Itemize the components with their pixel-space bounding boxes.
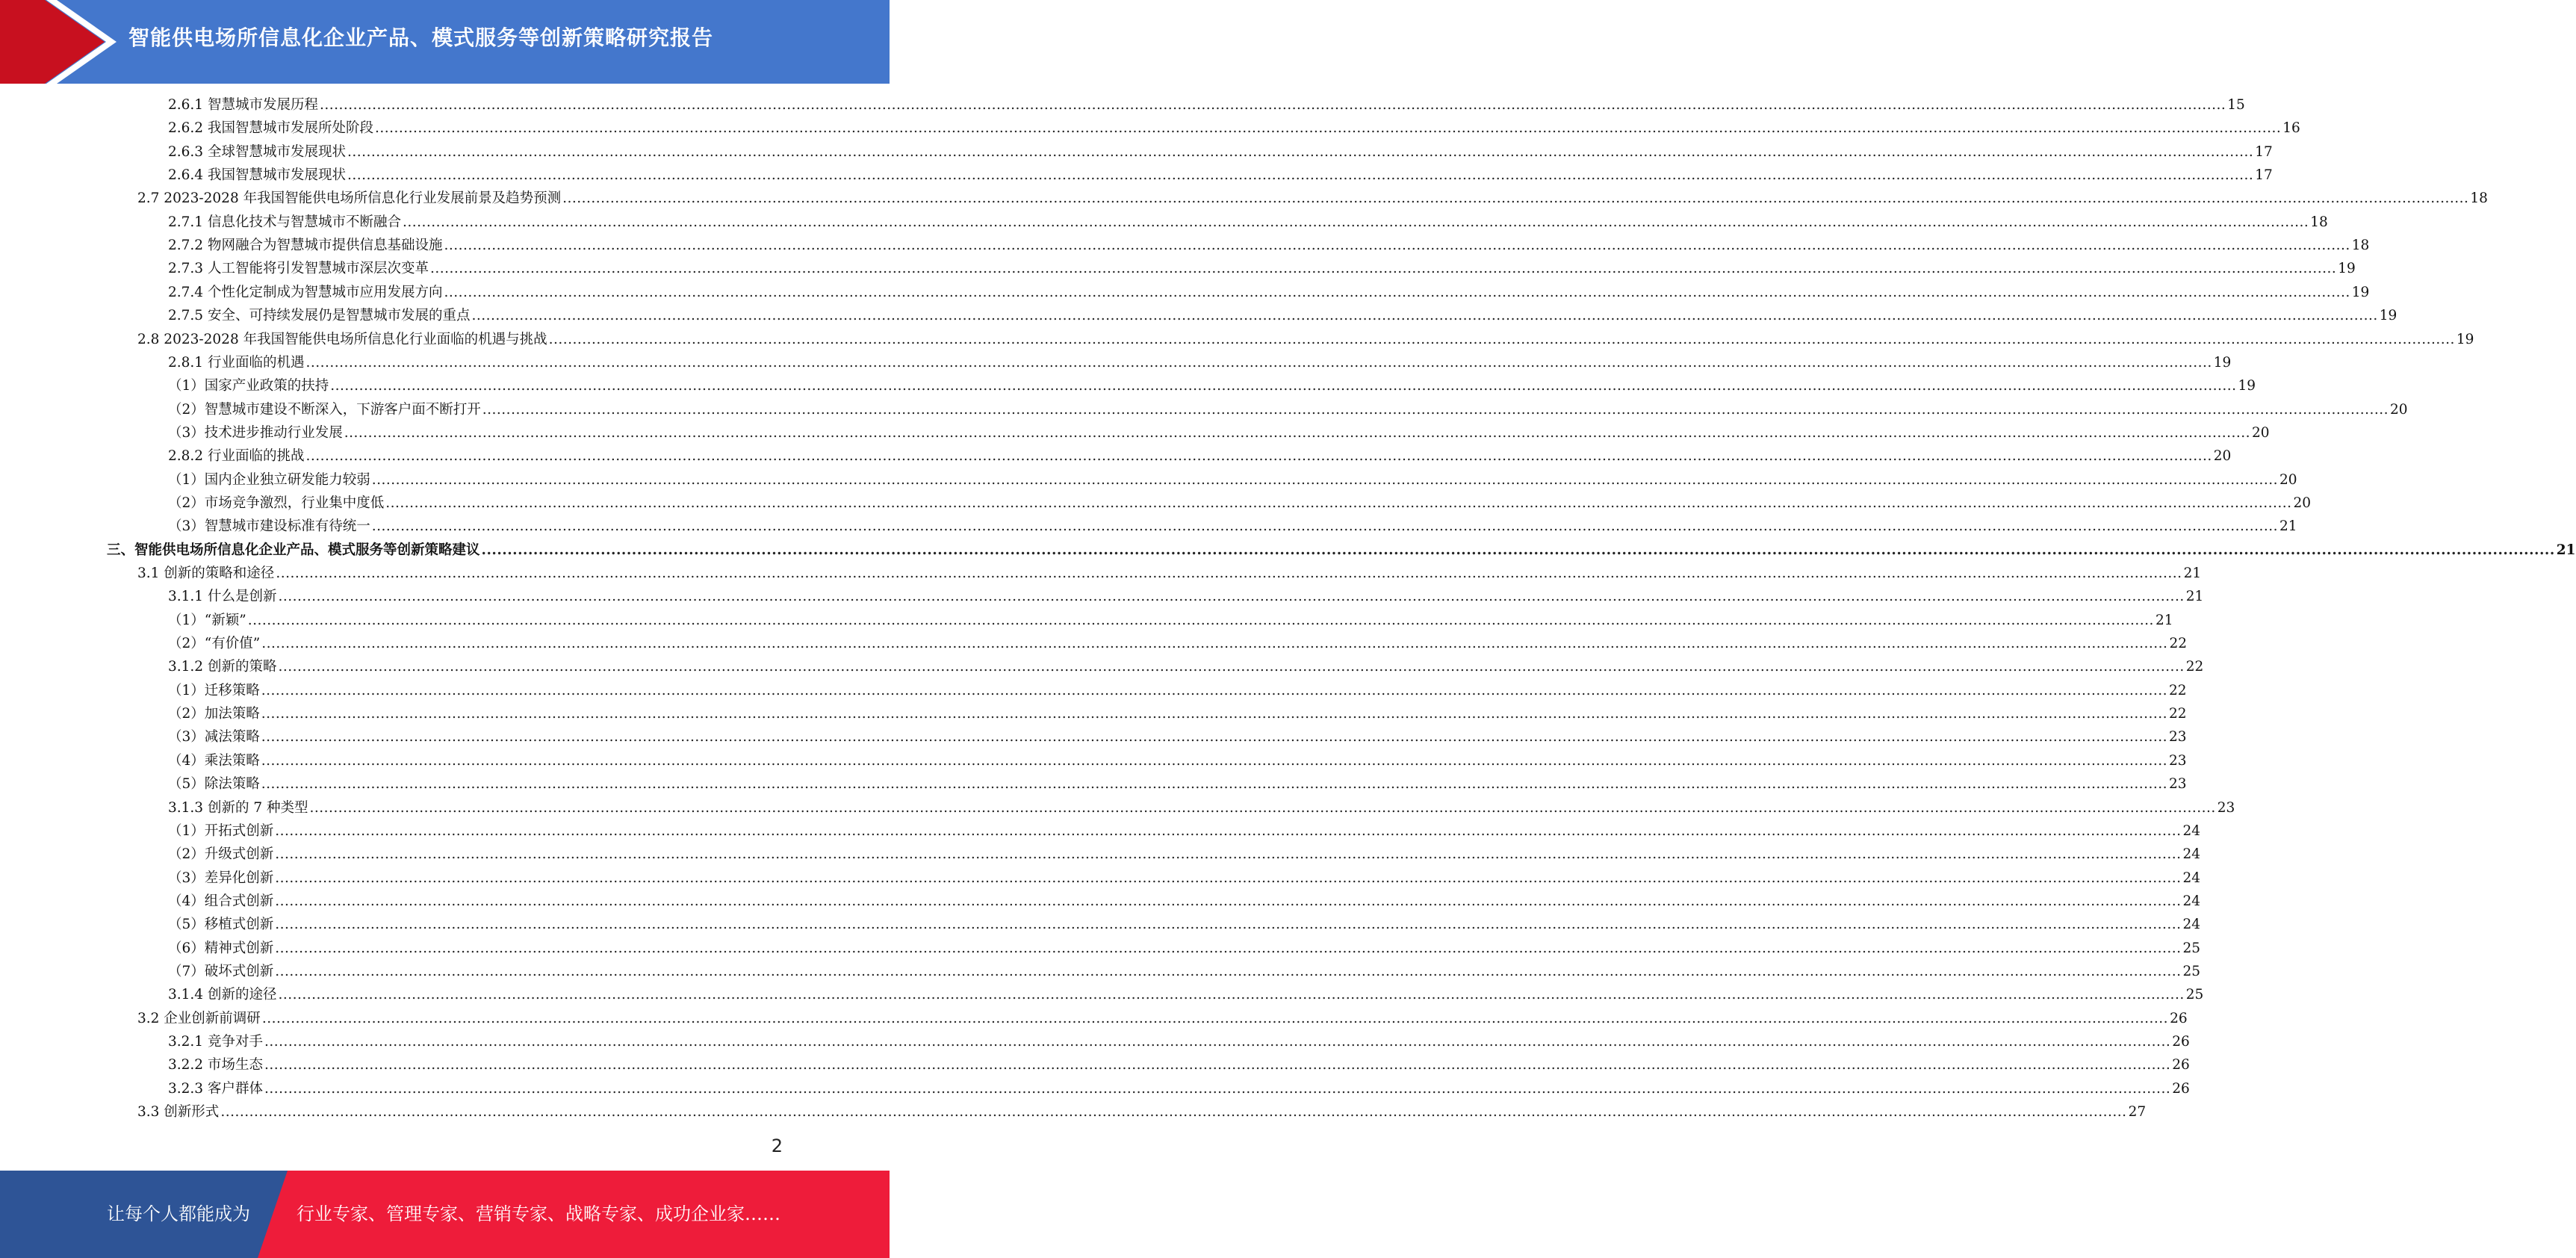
toc-entry[interactable] [137, 329, 2474, 352]
toc-dot-leader: ................................................................................................................................................................................................................................................................................................................................................................................................................ [264, 1034, 2171, 1050]
toc-dot-leader: ................................................................................................................................................................................................................................................................................................................................................................................................................ [371, 518, 2279, 535]
toc-entry-title: （7）破坏式创新 [168, 963, 274, 979]
toc-entry-title: （4）组合式创新 [168, 893, 274, 909]
toc-dot-leader: ................................................................................................................................................................................................................................................................................................................................................................................................................ [261, 682, 2168, 698]
toc-entry-title: （1）迁移策略 [168, 682, 260, 698]
toc-entry-title: （1）开拓式创新 [168, 822, 274, 839]
toc-entry[interactable] [168, 680, 2187, 703]
toc-entry-page: 18 [2310, 214, 2328, 230]
toc-dot-leader: ................................................................................................................................................................................................................................................................................................................................................................................................................ [548, 331, 2455, 347]
toc-entry-title: 2.6.3 全球智慧城市发展现状 [168, 143, 346, 160]
toc-dot-leader: ................................................................................................................................................................................................................................................................................................................................................................................................................ [385, 495, 2292, 511]
toc-entry[interactable] [168, 352, 2232, 375]
toc-entry-page: 20 [2213, 448, 2232, 465]
toc-entry-title: （2）市场竞争激烈，行业集中度低 [168, 495, 385, 511]
toc-entry-page: 25 [2185, 987, 2204, 1003]
toc-entry[interactable] [168, 703, 2187, 726]
toc-entry-page: 24 [2182, 893, 2201, 909]
toc-entry-title: （6）精神式创新 [168, 940, 274, 956]
toc-dot-leader: ................................................................................................................................................................................................................................................................................................................................................................................................................ [562, 190, 2469, 207]
toc-dot-leader: ................................................................................................................................................................................................................................................................................................................................................................................................................ [275, 846, 2182, 863]
toc-dot-leader: ................................................................................................................................................................................................................................................................................................................................................................................................................ [247, 612, 2154, 628]
toc-entry-page: 22 [2185, 659, 2204, 675]
toc-entry-title: 2.7.1 信息化技术与智慧城市不断融合 [168, 214, 401, 230]
toc-entry[interactable] [168, 890, 2201, 914]
toc-entry-page: 24 [2182, 822, 2201, 839]
toc-entry-title: （5）移植式创新 [168, 917, 274, 933]
toc-entry-title: （2）智慧城市建设不断深入，下游客户面不断打开 [168, 401, 481, 418]
toc-entry-page: 19 [2351, 284, 2370, 300]
toc-entry[interactable] [168, 305, 2397, 328]
toc-entry-title: （1）国家产业政策的扶持 [168, 378, 329, 394]
toc-entry-page: 20 [2293, 495, 2312, 511]
toc-entry-page: 19 [2238, 378, 2256, 394]
toc-dot-leader: ................................................................................................................................................................................................................................................................................................................................................................................................................ [276, 566, 2182, 581]
toc-entry-title: 3.2 企业创新前调研 [137, 1010, 261, 1026]
toc-dot-leader: ................................................................................................................................................................................................................................................................................................................................................................................................................ [278, 987, 2185, 1003]
toc-dot-leader: ................................................................................................................................................................................................................................................................................................................................................................................................................ [275, 893, 2182, 909]
toc-entry-page: 25 [2182, 940, 2201, 956]
toc-dot-leader: ................................................................................................................................................................................................................................................................................................................................................................................................................ [347, 143, 2254, 160]
toc-entry-title: （2）升级式创新 [168, 846, 274, 863]
toc-entry-page: 23 [2169, 752, 2187, 769]
toc-entry-title: 2.7.2 物网融合为智慧城市提供信息基础设施 [168, 238, 443, 254]
toc-entry[interactable] [168, 211, 2328, 235]
toc-entry[interactable] [168, 656, 2204, 679]
toc-entry[interactable] [168, 94, 2245, 117]
toc-entry-title: 3.2.1 竞争对手 [168, 1034, 263, 1050]
toc-dot-leader: ................................................................................................................................................................................................................................................................................................................................................................................................................ [347, 167, 2254, 184]
toc-entry-page: 20 [2279, 471, 2297, 488]
toc-entry[interactable] [168, 938, 2201, 961]
toc-dot-leader: ................................................................................................................................................................................................................................................................................................................................................................................................................ [305, 448, 2212, 465]
toc-entry-page: 16 [2282, 120, 2300, 137]
toc-dot-leader: ................................................................................................................................................................................................................................................................................................................................................................................................................ [444, 284, 2350, 300]
toc-entry[interactable] [168, 235, 2370, 258]
toc-entry-title: 三、智能供电场所信息化企业产品、模式服务等创新策略建议 [107, 542, 480, 558]
toc-entry-title: （1）国内企业独立研发能力较弱 [168, 471, 370, 488]
toc-entry-page: 17 [2255, 167, 2273, 184]
toc-entry-page: 19 [2379, 308, 2397, 324]
toc-entry-page: 19 [2456, 331, 2474, 347]
toc-entry[interactable] [168, 1078, 2190, 1101]
toc-entry-title: 2.7.4 个性化定制成为智慧城市应用发展方向 [168, 284, 443, 300]
toc-entry-page: 23 [2169, 776, 2187, 793]
toc-entry[interactable] [168, 914, 2201, 937]
toc-entry-title: 2.8.1 行业面临的机遇 [168, 354, 305, 371]
page-number: 2 [771, 1135, 783, 1156]
toc-dot-leader: ................................................................................................................................................................................................................................................................................................................................................................................................................ [261, 706, 2168, 722]
toc-entry[interactable] [168, 1031, 2190, 1054]
toc-dot-leader: ................................................................................................................................................................................................................................................................................................................................................................................................................ [261, 729, 2168, 746]
toc-entry-page: 24 [2182, 846, 2201, 863]
toc-entry[interactable] [168, 726, 2187, 749]
toc-entry-page: 18 [2470, 190, 2488, 207]
toc-entry-page: 22 [2169, 706, 2187, 722]
toc-dot-leader: ................................................................................................................................................................................................................................................................................................................................................................................................................ [344, 424, 2251, 441]
toc-entry-title: 3.1.1 什么是创新 [168, 589, 277, 605]
toc-entry[interactable] [168, 633, 2187, 656]
toc-entry[interactable] [137, 188, 2488, 211]
footer-slogan-left: 让每个人都能成为 [107, 1203, 250, 1224]
toc-entry-page: 26 [2172, 1034, 2190, 1050]
toc-dot-leader: ................................................................................................................................................................................................................................................................................................................................................................................................................ [264, 1057, 2171, 1073]
toc-entry-page: 21 [2279, 518, 2297, 535]
toc-dot-leader: ................................................................................................................................................................................................................................................................................................................................................................................................................ [305, 354, 2212, 371]
toc-entry[interactable] [137, 1101, 2147, 1124]
toc-entry[interactable] [168, 141, 2273, 164]
toc-dot-leader: ................................................................................................................................................................................................................................................................................................................................................................................................................ [374, 120, 2282, 137]
toc-dot-leader: ................................................................................................................................................................................................................................................................................................................................................................................................................ [275, 963, 2182, 979]
toc-entry-title: （4）乘法策略 [168, 752, 260, 769]
toc-entry[interactable] [168, 422, 2270, 445]
toc-dot-leader: ................................................................................................................................................................................................................................................................................................................................................................................................................ [319, 97, 2226, 113]
report-title: 智能供电场所信息化企业产品、模式服务等创新策略研究报告 [128, 25, 714, 50]
toc-entry-title: （3）差异化创新 [168, 870, 274, 886]
toc-entry[interactable] [168, 984, 2204, 1007]
page-header [0, 0, 890, 84]
toc-entry-title: 2.8 2023-2028 年我国智能供电场所信息化行业面临的机遇与挑战 [137, 331, 547, 347]
toc-dot-leader: ................................................................................................................................................................................................................................................................................................................................................................................................................ [261, 1010, 2169, 1026]
toc-entry-page: 26 [2172, 1080, 2190, 1097]
toc-entry[interactable] [168, 399, 2408, 422]
toc-entry-title: （3）智慧城市建设标准有待统一 [168, 518, 370, 535]
toc-entry-title: （3）减法策略 [168, 729, 260, 746]
toc-entry[interactable] [168, 820, 2201, 843]
toc-entry-page: 19 [2213, 354, 2232, 371]
toc-entry-title: 3.3 创新形式 [137, 1104, 220, 1121]
toc-entry[interactable] [168, 797, 2235, 820]
footer-slogan-right: 行业专家、管理专家、营销专家、战略专家、成功企业家…… [297, 1203, 780, 1224]
toc-entry-page: 25 [2182, 963, 2201, 979]
toc-entry[interactable] [168, 164, 2273, 188]
toc-entry[interactable] [168, 375, 2256, 398]
toc-dot-leader: ................................................................................................................................................................................................................................................................................................................................................................................................................ [261, 776, 2168, 793]
toc-dot-leader: ................................................................................................................................................................................................................................................................................................................................................................................................................ [429, 261, 2337, 277]
toc-dot-leader: ................................................................................................................................................................................................................................................................................................................................................................................................................ [402, 214, 2309, 230]
toc-dot-leader: ................................................................................................................................................................................................................................................................................................................................................................................................................ [482, 401, 2389, 418]
toc-entry-title: 2.7.5 安全、可持续发展仍是智慧城市发展的重点 [168, 308, 471, 324]
toc-entry-page: 24 [2182, 870, 2201, 886]
toc-entry-title: （2）“有价值” [168, 636, 261, 652]
toc-entry-title: （5）除法策略 [168, 776, 260, 793]
page-footer [0, 1171, 890, 1258]
toc-entry-title: 3.2.3 客户群体 [168, 1080, 263, 1097]
toc-dot-leader: ................................................................................................................................................................................................................................................................................................................................................................................................................ [264, 1080, 2171, 1097]
toc-dot-leader: ................................................................................................................................................................................................................................................................................................................................................................................................................ [275, 822, 2182, 839]
toc-entry-title: （2）加法策略 [168, 706, 260, 722]
toc-entry-title: 2.6.2 我国智慧城市发展所处阶段 [168, 120, 373, 137]
toc-entry-page: 22 [2169, 682, 2187, 698]
toc-entry-title: 2.6.1 智慧城市发展历程 [168, 97, 318, 113]
toc-entry[interactable] [168, 469, 2297, 492]
toc-entry-page: 26 [2170, 1010, 2188, 1026]
toc-entry-title: （3）技术进步推动行业发展 [168, 424, 343, 441]
toc-dot-leader: ................................................................................................................................................................................................................................................................................................................................................................................................................ [275, 917, 2182, 933]
toc-dot-leader: ................................................................................................................................................................................................................................................................................................................................................................................................................ [471, 308, 2378, 324]
toc-entry-page: 22 [2169, 636, 2187, 652]
toc-dot-leader: ................................................................................................................................................................................................................................................................................................................................................................................................................ [278, 659, 2185, 675]
toc-entry-page: 19 [2338, 261, 2356, 277]
toc-entry-page: 26 [2172, 1057, 2190, 1073]
toc-entry[interactable] [168, 843, 2201, 867]
toc-entry-page: 21 [2155, 612, 2173, 628]
toc-entry-page: 21 [2183, 566, 2202, 581]
toc-entry[interactable] [168, 1054, 2190, 1077]
toc-dot-leader: ................................................................................................................................................................................................................................................................................................................................................................................................................ [481, 542, 2555, 558]
toc-entry-page: 20 [2390, 401, 2408, 418]
toc-entry[interactable] [168, 117, 2300, 140]
toc-dot-leader: ................................................................................................................................................................................................................................................................................................................................................................................................................ [275, 940, 2182, 956]
toc-entry-page: 24 [2182, 917, 2201, 933]
toc-entry-title: 3.1.3 创新的 7 种类型 [168, 799, 308, 816]
toc-entry-page: 23 [2217, 799, 2235, 816]
toc-dot-leader: ................................................................................................................................................................................................................................................................................................................................................................................................................ [371, 471, 2279, 488]
toc-entry-page: 17 [2255, 143, 2273, 160]
toc-entry-page: 15 [2227, 97, 2245, 113]
toc-dot-leader: ................................................................................................................................................................................................................................................................................................................................................................................................................ [309, 799, 2216, 816]
toc-entry[interactable] [137, 563, 2202, 586]
toc-dot-leader: ................................................................................................................................................................................................................................................................................................................................................................................................................ [261, 752, 2168, 769]
toc-entry[interactable] [168, 750, 2187, 773]
toc-dot-leader: ................................................................................................................................................................................................................................................................................................................................................................................................................ [330, 378, 2237, 394]
toc-entry[interactable] [168, 515, 2297, 539]
toc-entry-page: 21 [2556, 542, 2576, 558]
toc-entry[interactable] [168, 282, 2370, 305]
toc-entry-title: （1）“新颖” [168, 612, 246, 628]
toc-dot-leader: ................................................................................................................................................................................................................................................................................................................................................................................................................ [261, 636, 2168, 652]
toc-dot-leader: ................................................................................................................................................................................................................................................................................................................................................................................................................ [444, 238, 2350, 254]
toc-entry[interactable] [168, 492, 2312, 515]
toc-entry-title: 2.7 2023-2028 年我国智能供电场所信息化行业发展前景及趋势预测 [137, 190, 562, 207]
toc-dot-leader: ................................................................................................................................................................................................................................................................................................................................................................................................................ [278, 589, 2185, 605]
toc-entry-page: 18 [2351, 238, 2370, 254]
toc-entry-title: 3.2.2 市场生态 [168, 1057, 263, 1073]
toc-entry[interactable] [107, 539, 2576, 563]
toc-entry[interactable] [168, 586, 2204, 609]
toc-entry[interactable] [168, 867, 2201, 890]
toc-dot-leader: ................................................................................................................................................................................................................................................................................................................................................................................................................ [275, 870, 2182, 886]
toc-entry-page: 20 [2252, 424, 2270, 441]
toc-entry-title: 3.1.2 创新的策略 [168, 659, 277, 675]
toc-entry-title: 2.7.3 人工智能将引发智慧城市深层次变革 [168, 261, 429, 277]
toc-entry-page: 27 [2128, 1104, 2147, 1121]
toc-dot-leader: ................................................................................................................................................................................................................................................................................................................................................................................................................ [220, 1104, 2127, 1121]
toc-entry[interactable] [168, 258, 2356, 281]
toc-entry[interactable] [168, 610, 2173, 633]
toc-entry-title: 3.1.4 创新的途径 [168, 987, 277, 1003]
toc-entry-title: 2.8.2 行业面临的挑战 [168, 448, 305, 465]
toc-entry[interactable] [137, 1008, 2188, 1031]
toc-entry-page: 23 [2169, 729, 2187, 746]
toc-entry[interactable] [168, 445, 2232, 468]
toc-entry-page: 21 [2185, 589, 2204, 605]
toc-entry-title: 3.1 创新的策略和途径 [137, 566, 275, 581]
toc-entry[interactable] [168, 773, 2187, 796]
toc-entry-title: 2.6.4 我国智慧城市发展现状 [168, 167, 346, 184]
toc-entry[interactable] [168, 961, 2201, 984]
